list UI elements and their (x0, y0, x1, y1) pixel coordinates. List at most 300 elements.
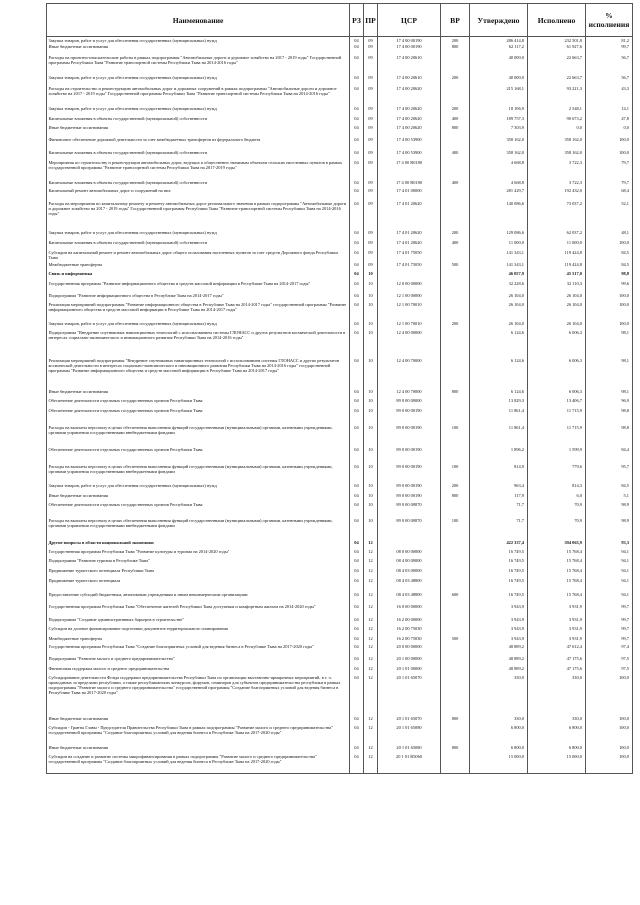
row-name-cell: Иные бюджетные ассигнования (47, 493, 350, 502)
row-pr-cell: 10 (364, 389, 378, 398)
row-approved-cell: 16 749,5 (470, 578, 528, 592)
row-vr-cell: 100 (441, 425, 470, 447)
row-rz-cell: 04 (350, 389, 364, 398)
row-approved-cell: 3 943,9 (470, 617, 528, 626)
row-rz-cell: 04 (350, 302, 364, 321)
row-csr-cell (378, 271, 441, 281)
row-pr-cell: 10 (364, 398, 378, 408)
row-rz-cell: 04 (350, 502, 364, 518)
row-csr-cell: 08 4 00 00000 (378, 558, 441, 568)
row-executed-cell: 15 768,4 (528, 578, 586, 592)
row-name-cell: Расходы на проектно-изыскательские работы в рамках подпрограммы "Автомобильные дороги и дорожное хозяйство на 2017 - 2019 годы" Государственной программы Республики Тыва "Развитие транспортной системы Республики Тыва на 2014-2016 годы" (47, 55, 350, 75)
table-row (47, 754, 633, 774)
row-rz-cell: 04 (350, 230, 364, 240)
row-rz-cell: 04 (350, 321, 364, 330)
row-csr-cell: 20 1 01 65070 (378, 716, 441, 725)
row-csr-cell: 17 4 00 53900 (378, 150, 441, 160)
row-pr-cell: 09 (364, 180, 378, 188)
row-name-cell: Обеспечение деятельности отдельных государственных органов Республики Тыва (47, 408, 350, 425)
row-rz-cell: 04 (350, 745, 364, 754)
row-csr-cell: 12 4 00 70000 (378, 389, 441, 398)
row-csr-cell: 08 4 03 00000 (378, 568, 441, 578)
row-approved-cell: 1 896,2 (470, 447, 528, 464)
row-vr-cell: 600 (441, 592, 470, 604)
row-percent-cell: 98,8 (586, 425, 633, 447)
row-vr-cell: 800 (441, 716, 470, 725)
row-approved-cell: 40 000,0 (470, 55, 528, 75)
row-vr-cell: 400 (441, 150, 470, 160)
row-vr-cell: 800 (441, 745, 470, 754)
table-row (47, 493, 633, 502)
row-name-cell: Иные бюджетные ассигнования (47, 125, 350, 137)
row-rz-cell: 04 (350, 604, 364, 617)
row-csr-cell: 08 4 03 48800 (378, 592, 441, 604)
row-pr-cell: 09 (364, 188, 378, 201)
row-pr-cell: 10 (364, 281, 378, 293)
table-row (47, 568, 633, 578)
row-pr-cell: 12 (364, 666, 378, 675)
row-approved-cell: 48 889,2 (470, 666, 528, 675)
table-row (47, 106, 633, 116)
row-name-cell: Закупка товаров, работ и услуг для обеспечения государственных (муниципальных) нужд (47, 321, 350, 330)
row-executed-cell: 394 063,9 (528, 540, 586, 549)
row-pr-cell: 10 (364, 502, 378, 518)
row-rz-cell: 04 (350, 716, 364, 725)
row-rz-cell: 04 (350, 55, 364, 75)
row-executed-cell: 26 104,0 (528, 302, 586, 321)
table-row (47, 408, 633, 425)
row-rz-cell: 04 (350, 578, 364, 592)
row-percent-cell: 98,9 (586, 518, 633, 540)
row-percent-cell: 100,0 (586, 137, 633, 150)
row-approved-cell: 13 829,3 (470, 398, 528, 408)
row-executed-cell: 3 722,3 (528, 160, 586, 180)
table-header-row (47, 4, 633, 37)
row-vr-cell: 200 (441, 483, 470, 493)
row-csr-cell: 16 2 00 00000 (378, 617, 441, 626)
row-executed-cell: 13 406,7 (528, 398, 586, 408)
row-approved-cell: 4 668,8 (470, 160, 528, 180)
table-row (47, 716, 633, 725)
row-name-cell: Капитальные вложения в объекты государственной (муниципальной) собственности (47, 150, 350, 160)
row-executed-cell: 119 424,8 (528, 250, 586, 262)
row-percent-cell: 97,5 (586, 656, 633, 666)
row-rz-cell: 04 (350, 617, 364, 626)
row-executed-cell: 358 162,0 (528, 150, 586, 160)
table-row (47, 745, 633, 754)
row-pr-cell: 12 (364, 644, 378, 656)
row-pr-cell: 12 (364, 716, 378, 725)
row-percent-cell: 98,1 (586, 389, 633, 398)
row-pr-cell: 10 (364, 321, 378, 330)
row-csr-cell: 20 1 01 65080 (378, 745, 441, 754)
row-csr-cell: 16 2 00 75030 (378, 626, 441, 636)
row-rz-cell: 04 (350, 37, 364, 44)
table-row (47, 230, 633, 240)
header-csr: ЦСР (378, 4, 441, 37)
row-name-cell: Субсидии на капитальный ремонт и ремонт автомобильных дорог общего пользования населенных пунктов за счет средств Дорожного фонда Республики Тыва (47, 250, 350, 262)
row-percent-cell: 94,1 (586, 558, 633, 568)
row-percent-cell: 47,8 (586, 116, 633, 125)
table-row (47, 160, 633, 180)
row-approved-cell: 6 800,0 (470, 745, 528, 754)
row-approved-cell: 16 749,5 (470, 568, 528, 578)
row-name-cell: Закупка товаров, работ и услуг для обеспечения государственных (муниципальных) нужд (47, 483, 350, 493)
row-vr-cell (441, 330, 470, 358)
row-rz-cell: 04 (350, 240, 364, 250)
row-percent-cell: 98,1 (586, 330, 633, 358)
row-vr-cell (441, 408, 470, 425)
row-rz-cell: 04 (350, 116, 364, 125)
budget-execution-table (46, 3, 633, 774)
table-row (47, 125, 633, 137)
row-approved-cell: 141 343,1 (470, 250, 528, 262)
row-approved-cell: 32 228,6 (470, 281, 528, 293)
row-pr-cell: 10 (364, 447, 378, 464)
row-rz-cell: 04 (350, 464, 364, 483)
row-vr-cell (441, 398, 470, 408)
row-approved-cell: 358 162,0 (470, 150, 528, 160)
row-percent-cell: 68,4 (586, 188, 633, 201)
row-pr-cell: 09 (364, 75, 378, 86)
row-name-cell: Иные бюджетные ассигнования (47, 745, 350, 754)
row-rz-cell: 04 (350, 75, 364, 86)
row-rz-cell: 04 (350, 518, 364, 540)
row-name-cell: Межбюджетные трансферты (47, 262, 350, 271)
row-executed-cell: 2 548,1 (528, 106, 586, 116)
row-pr-cell: 09 (364, 125, 378, 137)
row-percent-cell: 100,0 (586, 675, 633, 716)
row-vr-cell (441, 558, 470, 568)
row-percent-cell: 94,1 (586, 549, 633, 558)
row-pr-cell: 12 (364, 754, 378, 774)
row-rz-cell: 04 (350, 592, 364, 604)
row-approved-cell: 26 104,0 (470, 302, 528, 321)
row-rz-cell: 04 (350, 358, 364, 389)
row-name-cell: Обеспечение деятельности отдельных государственных органов Республики Тыва (47, 502, 350, 518)
row-vr-cell (441, 568, 470, 578)
row-name-cell: Расходы на выплаты персоналу в целях обеспечения выполнения функций государственными (муниципальными) органами, казенными учреждениями, органами управления государственными внебюджетными фондами (47, 518, 350, 540)
row-pr-cell: 10 (364, 518, 378, 540)
row-pr-cell: 12 (364, 617, 378, 626)
row-vr-cell: 800 (441, 125, 470, 137)
row-approved-cell: 6 800,0 (470, 725, 528, 745)
row-csr-cell: 20 1 01 65070 (378, 675, 441, 716)
row-name-cell: Подпрограмма "Развитие туризма в Республике Тыва" (47, 558, 350, 568)
row-approved-cell: 6 124,6 (470, 330, 528, 358)
table-row (47, 180, 633, 188)
row-rz-cell: 04 (350, 666, 364, 675)
row-csr-cell: 08 0 00 00000 (378, 549, 441, 558)
row-approved-cell: 6 124,6 (470, 358, 528, 389)
row-percent-cell: 81,2 (586, 37, 633, 44)
row-percent-cell: 79,7 (586, 160, 633, 180)
row-percent-cell: 100,0 (586, 293, 633, 302)
row-rz-cell: 04 (350, 493, 364, 502)
row-percent-cell: 56,7 (586, 75, 633, 86)
row-name-cell: Капитальные вложения в объекты государственной (муниципальной) собственности (47, 180, 350, 188)
row-percent-cell: 52,1 (586, 201, 633, 230)
row-name-cell: Расходы на строительство и реконструкцию автомобильных дорог и дорожных сооружений в рамках подпрограммы "Автомобильные дороги и дорожное хозяйство на 2017 - 2019 годы" Государственной программы Республики Тыва "Развитие транспортной системы Республики Тыва на 2014-2016 годы" (47, 86, 350, 106)
row-pr-cell: 09 (364, 201, 378, 230)
row-vr-cell (441, 86, 470, 106)
row-executed-cell: 6 800,0 (528, 745, 586, 754)
row-rz-cell: 04 (350, 125, 364, 137)
row-rz-cell: 04 (350, 425, 364, 447)
row-name-cell: Межбюджетные трансферты (47, 636, 350, 644)
table-row (47, 201, 633, 230)
row-approved-cell: 11 861,4 (470, 408, 528, 425)
row-executed-cell: 70,9 (528, 502, 586, 518)
row-pr-cell: 12 (364, 558, 378, 568)
table-row (47, 502, 633, 518)
row-csr-cell: 17 4 00 53900 (378, 137, 441, 150)
row-executed-cell: 0,0 (528, 125, 586, 137)
row-vr-cell: 100 (441, 518, 470, 540)
row-executed-cell: 6,0 (528, 493, 586, 502)
row-vr-cell: 800 (441, 389, 470, 398)
row-csr-cell: 89 0 00 00870 (378, 502, 441, 518)
row-percent-cell: 100,0 (586, 321, 633, 330)
row-vr-cell: 200 (441, 321, 470, 330)
row-approved-cell: 3 943,9 (470, 626, 528, 636)
row-percent-cell: 97,5 (586, 666, 633, 675)
row-rz-cell: 04 (350, 568, 364, 578)
row-rz-cell: 04 (350, 398, 364, 408)
row-approved-cell: 141 343,1 (470, 262, 528, 271)
row-approved-cell: 358 162,0 (470, 137, 528, 150)
row-percent-cell: 84,4 (586, 447, 633, 464)
header-rz: РЗ (350, 4, 364, 37)
row-vr-cell (441, 281, 470, 293)
header-percent: % исполнения (586, 4, 633, 37)
row-csr-cell: 89 0 00 00190 (378, 493, 441, 502)
row-vr-cell: 400 (441, 240, 470, 250)
row-percent-cell: 98,8 (586, 271, 633, 281)
row-pr-cell: 09 (364, 55, 378, 75)
table-row (47, 549, 633, 558)
row-rz-cell: 04 (350, 330, 364, 358)
row-vr-cell: 800 (441, 44, 470, 55)
header-name: Наименование (47, 4, 350, 37)
row-executed-cell: 330,0 (528, 716, 586, 725)
row-csr-cell: 17 4 01 20620 (378, 240, 441, 250)
row-approved-cell: 18 106,9 (470, 106, 528, 116)
row-pr-cell: 12 (364, 626, 378, 636)
row-pr-cell: 10 (364, 408, 378, 425)
row-executed-cell: 11 715,9 (528, 425, 586, 447)
row-csr-cell: 20 1 01 R5060 (378, 754, 441, 774)
row-pr-cell: 12 (364, 745, 378, 754)
row-approved-cell: 6 124,6 (470, 389, 528, 398)
row-executed-cell: 45 517,0 (528, 271, 586, 281)
row-approved-cell: 71,7 (470, 502, 528, 518)
row-percent-cell: 99,7 (586, 44, 633, 55)
row-vr-cell (441, 754, 470, 774)
row-rz-cell: 04 (350, 250, 364, 262)
table-row (47, 116, 633, 125)
row-approved-cell: 422 337,4 (470, 540, 528, 549)
row-csr-cell: 89 0 00 00190 (378, 464, 441, 483)
row-rz-cell: 04 (350, 86, 364, 106)
row-vr-cell: 200 (441, 230, 470, 240)
row-vr-cell (441, 725, 470, 745)
row-rz-cell: 04 (350, 754, 364, 774)
row-executed-cell: 47 175,6 (528, 666, 586, 675)
row-percent-cell: 100,0 (586, 150, 633, 160)
row-rz-cell: 04 (350, 675, 364, 716)
row-executed-cell: 26 104,0 (528, 293, 586, 302)
row-rz-cell: 04 (350, 262, 364, 271)
row-pr-cell: 12 (364, 604, 378, 617)
row-pr-cell: 12 (364, 725, 378, 745)
row-csr-cell: 20 0 00 00000 (378, 644, 441, 656)
row-executed-cell: 814,3 (528, 483, 586, 493)
row-vr-cell: 500 (441, 636, 470, 644)
row-csr-cell: 89 0 00 00870 (378, 518, 441, 540)
row-csr-cell: 89 0 00 00190 (378, 483, 441, 493)
row-approved-cell: 11 861,4 (470, 425, 528, 447)
row-percent-cell: 96,9 (586, 398, 633, 408)
row-approved-cell: 46 057,9 (470, 271, 528, 281)
header-pr: ПР (364, 4, 378, 37)
row-name-cell: Иные бюджетные ассигнования (47, 716, 350, 725)
row-csr-cell: 17 4 01 20620 (378, 230, 441, 240)
row-vr-cell (441, 675, 470, 716)
row-pr-cell: 12 (364, 592, 378, 604)
row-percent-cell: 79,7 (586, 180, 633, 188)
table-row (47, 188, 633, 201)
row-rz-cell: 04 (350, 636, 364, 644)
row-pr-cell: 09 (364, 44, 378, 55)
row-approved-cell: 48 889,2 (470, 644, 528, 656)
table-row (47, 725, 633, 745)
row-vr-cell (441, 540, 470, 549)
table-row (47, 389, 633, 398)
row-approved-cell: 26 104,0 (470, 321, 528, 330)
row-percent-cell: 100,0 (586, 745, 633, 754)
row-rz-cell: 04 (350, 725, 364, 745)
row-percent-cell: 94,1 (586, 578, 633, 592)
table-row (47, 578, 633, 592)
row-csr-cell: 17 4 01 00000 (378, 188, 441, 201)
row-name-cell: Государственная программа Республики Тыва "Создание благоприятных условий для ведения бизнеса в Республике Тыва на 2017-2020 годы" (47, 644, 350, 656)
row-name-cell: Расходы на мероприятия по капитальному ремонту и ремонту автомобильных дорог регионального значения в рамках подпрограммы "Автомобильные дороги и дорожное хозяйство на 2017 - 2019 годы" Государственной программы Республики Тыва "Развитие транспортной системы Республики Тыва на 2014-2016 годы" (47, 201, 350, 230)
row-vr-cell (441, 358, 470, 389)
row-executed-cell: 3 722,3 (528, 180, 586, 188)
row-pr-cell: 12 (364, 568, 378, 578)
row-executed-cell: 26 104,0 (528, 321, 586, 330)
row-executed-cell: 90 673,2 (528, 116, 586, 125)
row-rz-cell: 04 (350, 201, 364, 230)
row-rz-cell: 04 (350, 540, 364, 549)
row-pr-cell: 09 (364, 150, 378, 160)
row-vr-cell: 400 (441, 180, 470, 188)
row-percent-cell: 99,6 (586, 281, 633, 293)
row-pr-cell: 10 (364, 293, 378, 302)
table-row (47, 321, 633, 330)
row-csr-cell: 89 0 00 00000 (378, 398, 441, 408)
row-csr-cell: 17 4 00 00190 (378, 37, 441, 44)
row-csr-cell: 17 4 00 20620 (378, 106, 441, 116)
row-name-cell: Государственная программа "Развитие информационного общества и средств массовой информации в Республике Тыва на 2014-2017 годы" (47, 281, 350, 293)
row-executed-cell: 6 006,3 (528, 389, 586, 398)
row-percent-cell: 0,0 (586, 125, 633, 137)
row-vr-cell (441, 160, 470, 180)
row-pr-cell: 10 (364, 464, 378, 483)
row-executed-cell: 62 037,2 (528, 230, 586, 240)
row-percent-cell: 99,7 (586, 626, 633, 636)
row-approved-cell: 330,0 (470, 716, 528, 725)
row-percent-cell: 100,0 (586, 725, 633, 745)
row-name-cell: Обеспечение деятельности отдельных государственных органов Республики Тыва (47, 398, 350, 408)
row-approved-cell: 215 168,1 (470, 86, 528, 106)
row-executed-cell: 3 931,9 (528, 636, 586, 644)
row-percent-cell: 99,7 (586, 636, 633, 644)
row-name-cell: Иные бюджетные ассигнования (47, 389, 350, 398)
row-pr-cell: 09 (364, 106, 378, 116)
row-executed-cell: 15 768,4 (528, 549, 586, 558)
table-row (47, 604, 633, 617)
row-percent-cell: 97,4 (586, 644, 633, 656)
row-rz-cell: 04 (350, 180, 364, 188)
row-name-cell: Реализация мероприятий подпрограммы "Внедрение спутниковых навигационных технологий с использованием системы ГЛОНАСС и других результатов космической деятельности в интересах социально-экономического и инновационного развития Республики Тыва на 2014-2016 годы" государственной программы "Развитие информационного общества и средств массовой информации в Республике Тыва на 2014-2017 годы" (47, 358, 350, 389)
row-executed-cell: 15 768,4 (528, 592, 586, 604)
row-rz-cell: 04 (350, 483, 364, 493)
row-approved-cell: 16 749,5 (470, 549, 528, 558)
row-percent-cell: 84,5 (586, 250, 633, 262)
header-executed: Исполнено (528, 4, 586, 37)
row-name-cell: Подпрограмма "Внедрение спутниковых навигационных технологий с использованием системы ГЛОНАСС и других результатов космической деятельности в интересах социально-экономического и инновационного развития Республики Тыва на 2014-2016 годы" (47, 330, 350, 358)
row-percent-cell: 98,8 (586, 408, 633, 425)
row-percent-cell: 14,1 (586, 106, 633, 116)
row-executed-cell: 70,9 (528, 518, 586, 540)
row-vr-cell: 800 (441, 493, 470, 502)
row-approved-cell: 4 668,8 (470, 180, 528, 188)
row-pr-cell: 09 (364, 86, 378, 106)
row-approved-cell: 71,7 (470, 518, 528, 540)
row-percent-cell: 94,1 (586, 568, 633, 578)
row-approved-cell: 963,4 (470, 483, 528, 493)
row-pr-cell: 09 (364, 250, 378, 262)
row-percent-cell: 43,3 (586, 86, 633, 106)
row-csr-cell: 17 4 00 R0180 (378, 160, 441, 180)
row-name-cell: Реализация мероприятий подпрограммы "Развитие информационного общества в Республике Тыва на 2014-2017 годы" государственной программы "Развитие информационного общества и средств массовой информации в Республике Тыва на 2014-2017 годы" (47, 302, 350, 321)
row-percent-cell: 56,7 (586, 55, 633, 75)
row-name-cell: Государственная программа Республики Тыва "Развитие культуры и туризма на 2014-2020 годы" (47, 549, 350, 558)
row-approved-cell: 330,0 (470, 675, 528, 716)
row-csr-cell (378, 540, 441, 549)
row-vr-cell (441, 447, 470, 464)
row-csr-cell: 89 0 00 00190 (378, 425, 441, 447)
row-pr-cell: 09 (364, 37, 378, 44)
row-vr-cell (441, 201, 470, 230)
row-rz-cell: 04 (350, 626, 364, 636)
row-executed-cell: 93 221,3 (528, 86, 586, 106)
row-percent-cell: 95,7 (586, 464, 633, 483)
row-name-cell: Продвижение туристского потенциала (47, 578, 350, 592)
row-percent-cell: 48,1 (586, 230, 633, 240)
row-name-cell: Закупка товаров, работ и услуг для обеспечения государственных (муниципальных) нужд (47, 75, 350, 86)
row-vr-cell: 400 (441, 116, 470, 125)
row-executed-cell: 3 931,9 (528, 626, 586, 636)
row-rz-cell: 04 (350, 44, 364, 55)
table-row (47, 240, 633, 250)
row-approved-cell: 3 943,9 (470, 604, 528, 617)
table-row (47, 44, 633, 55)
table-row (47, 636, 633, 644)
row-executed-cell: 6 006,3 (528, 358, 586, 389)
